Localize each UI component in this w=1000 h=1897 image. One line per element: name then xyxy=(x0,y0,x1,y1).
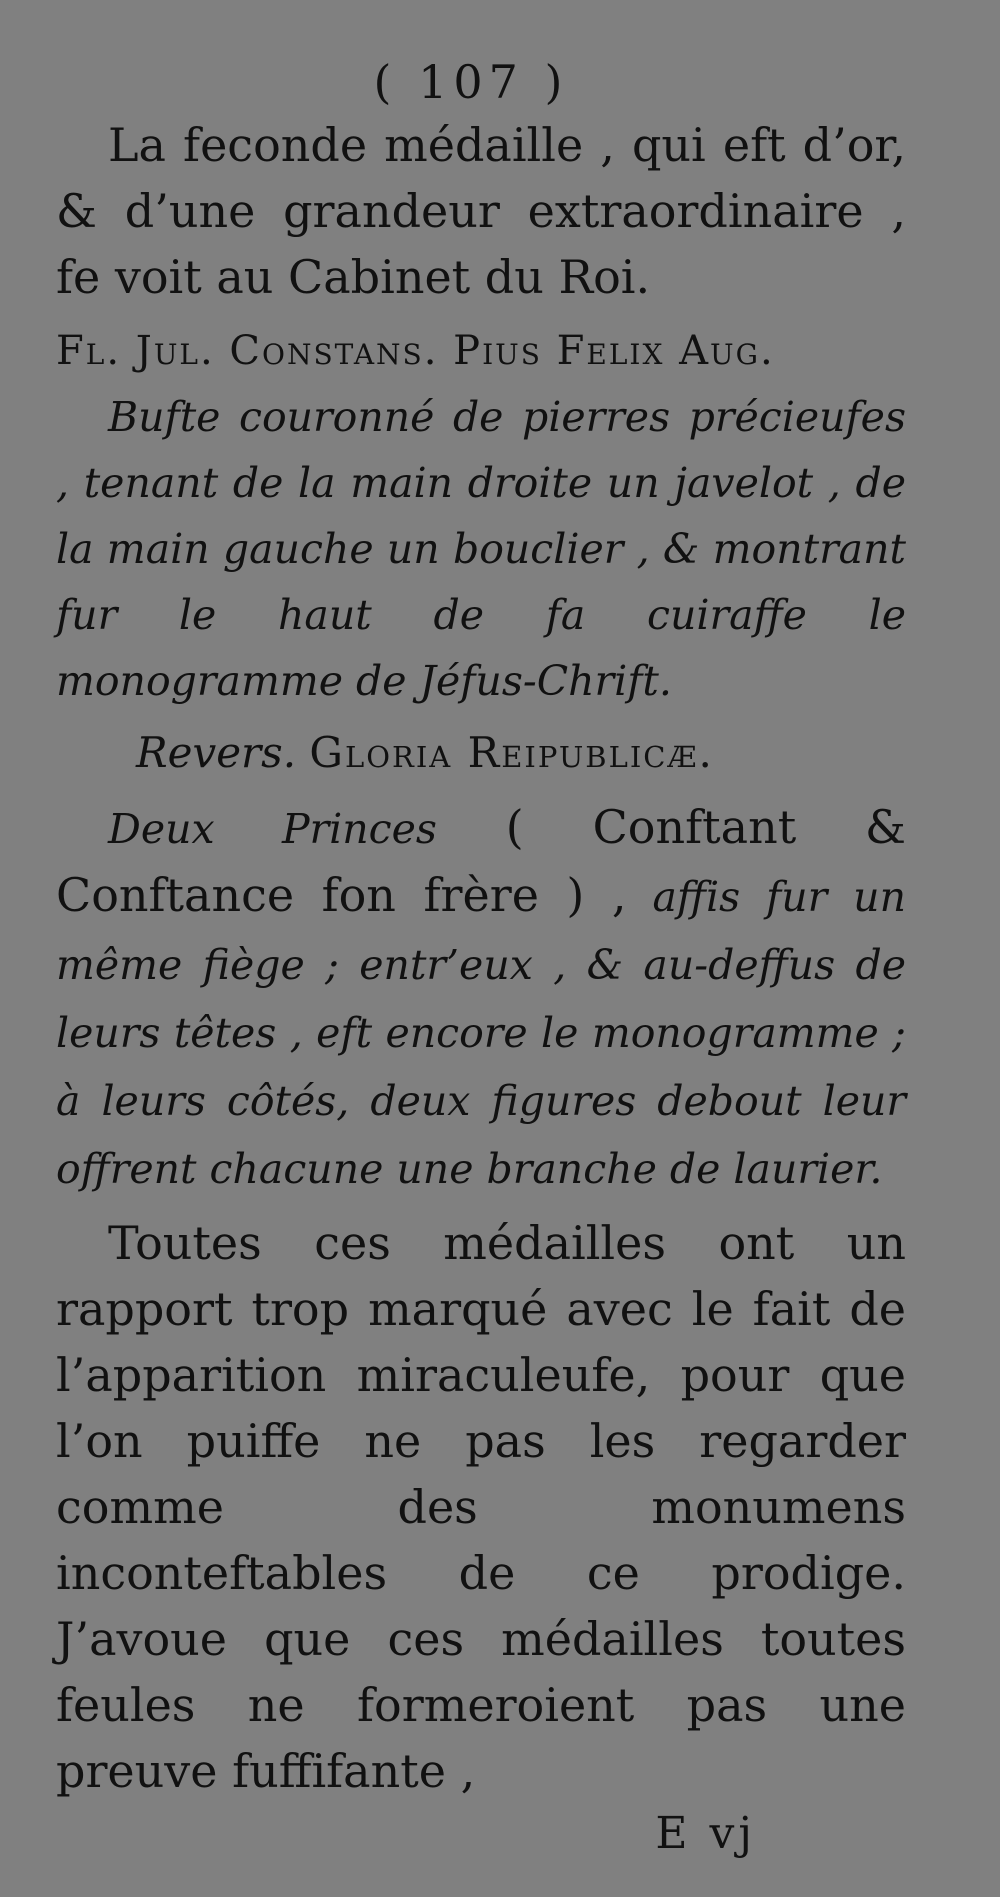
reverse-description xyxy=(56,794,906,1202)
paragraph-first: La feconde médaille , qui eft d’or, & d’une grandeur extraordinaire , fe voit au Cabinet du Roi. xyxy=(56,118,906,304)
reverse-description-names: ( Conftant & Conftance fon frère ) , xyxy=(56,800,906,922)
reverse-heading xyxy=(56,720,906,786)
page-number: ( 107 ) xyxy=(373,55,569,109)
obverse-description: Bufte couronné de pierres précieufes , tenant de la main droite un javelot , de la main gauche un bouclier , & montrant fur le haut de fa cuiraffe le monogramme de Jéfus-Chrift. xyxy=(56,393,906,705)
paragraph-second: Toutes ces médailles ont un rapport trop marqué avec le fait de l’apparition miraculeufe, pour que l’on puiffe ne pas les regarder comme des monumens inconteftables de ce prodige. J’avoue que ces médailles toutes feules ne formeroient pas une preuve fuffifante , xyxy=(56,1216,906,1798)
obverse-legend: Fl. Jul. Constans. Pius Felix Aug. xyxy=(56,328,775,374)
reverse-label: Revers. xyxy=(136,728,297,777)
reverse-description-scene: affis fur un même fiège ; entr’eux , & au-deffus de leurs têtes , eft encore le monogramme ; à leurs côtés, deux figures debout leur offrent chacune une branche de laurier. xyxy=(56,873,906,1193)
signature-mark: E vj xyxy=(655,1808,756,1859)
reverse-description-princes: Deux Princes xyxy=(108,805,437,853)
page-body xyxy=(56,52,906,1864)
reverse-legend: Gloria Reipublicæ. xyxy=(309,728,714,777)
